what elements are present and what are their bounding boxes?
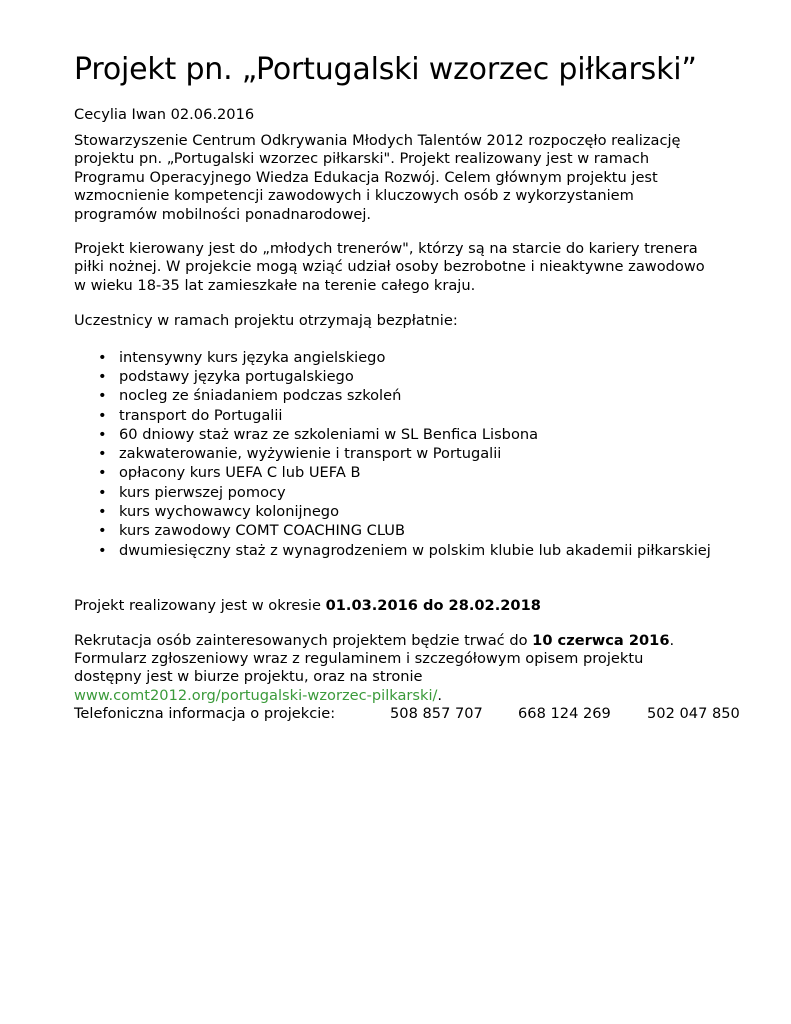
list-item [98, 502, 764, 521]
list-item [98, 367, 764, 386]
list-item [98, 406, 764, 425]
bullet-icon: • [98, 503, 107, 521]
punctuation: . [437, 686, 443, 704]
bullet-icon: • [98, 425, 107, 443]
text-line [74, 687, 764, 705]
list-item [98, 521, 764, 540]
text-line: dostępny jest w biurze projektu, oraz na stronie [74, 668, 423, 686]
benefits-list [74, 348, 764, 560]
text-line: Programu Operacyjnego Wiedza Edukacja Rozwój. Celem głównym projektu jest [74, 168, 658, 186]
phone-number: 668 124 269 [518, 704, 611, 722]
text-line [74, 632, 764, 650]
bullet-icon: • [98, 406, 107, 424]
bullet-icon: • [98, 445, 107, 463]
text-line: Projekt kierowany jest do „młodych trenerów", którzy są na starcie do kariery trenera [74, 240, 698, 258]
list-item [98, 444, 764, 463]
target-paragraph [74, 240, 764, 295]
phone-number: 502 047 850 [647, 704, 740, 722]
list-item-text: dwumiesięczny staż z wynagrodzeniem w polskim klubie lub akademii piłkarskiej [119, 541, 711, 559]
bullet-icon: • [98, 522, 107, 540]
byline: Cecylia Iwan 02.06.2016 [74, 106, 255, 123]
list-item-text: nocleg ze śniadaniem podczas szkoleń [119, 387, 402, 405]
list-item [98, 348, 764, 367]
list-item-text: kurs wychowawcy kolonijnego [119, 503, 340, 521]
text-line: wzmocnienie kompetencji zawodowych i kluczowych osób z wykorzystaniem [74, 187, 634, 205]
list-item [98, 463, 764, 482]
list-item [98, 541, 764, 560]
page-title: Projekt pn. „Portugalski wzorzec piłkarski” [74, 52, 697, 87]
period-dates: 01.03.2016 do 28.02.2018 [325, 596, 541, 614]
project-website-link[interactable]: www.comt2012.org/portugalski-wzorzec-pilkarski/ [74, 686, 438, 704]
recruit-text: Rekrutacja osób zainteresowanych projektem będzie trwać do [74, 631, 533, 649]
bullet-icon: • [98, 464, 107, 482]
text-line: projektu pn. „Portugalski wzorzec piłkarski". Projekt realizowany jest w ramach [74, 150, 650, 168]
bullet-icon: • [98, 541, 107, 559]
text-line: piłki nożnej. W projekcie mogą wziąć udział osoby bezrobotne i nieaktywne zawodowo [74, 258, 705, 276]
document-page [74, 50, 764, 723]
recruitment-paragraph [74, 632, 764, 723]
bullet-icon: • [98, 387, 107, 405]
list-item-text: podstawy języka portugalskiego [119, 367, 354, 385]
bullet-icon: • [98, 483, 107, 501]
list-item-text: intensywny kurs języka angielskiego [119, 348, 386, 366]
project-period [74, 596, 764, 615]
punctuation: . [669, 631, 675, 649]
list-item [98, 386, 764, 405]
list-item-text: kurs pierwszej pomocy [119, 483, 286, 501]
list-item-text: zakwaterowanie, wyżywienie i transport w Portugalii [119, 445, 502, 463]
bullet-icon: • [98, 367, 107, 385]
text-line: programów mobilności ponadnarodowej. [74, 205, 372, 223]
list-item-text: transport do Portugalii [119, 406, 283, 424]
list-item-text: kurs zawodowy COMT COACHING CLUB [119, 522, 405, 540]
phone-label: Telefoniczna informacja o projekcie: [74, 704, 336, 722]
benefits-intro: Uczestnicy w ramach projektu otrzymają bezpłatnie: [74, 312, 458, 330]
period-label: Projekt realizowany jest w okresie [74, 596, 326, 614]
list-item [98, 483, 764, 502]
text-line: Stowarzyszenie Centrum Odkrywania Młodych Talentów 2012 rozpoczęło realizację [74, 132, 681, 149]
phone-info-row [74, 705, 764, 723]
phone-number: 508 857 707 [390, 704, 483, 722]
list-item-text: 60 dniowy staż wraz ze szkoleniami w SL Benfica Lisbona [119, 425, 539, 443]
intro-paragraph [74, 132, 764, 224]
text-line: w wieku 18-35 lat zamieszkałe na terenie całego kraju. [74, 276, 476, 294]
recruit-deadline: 10 czerwca 2016 [532, 631, 670, 649]
list-item-text: opłacony kurs UEFA C lub UEFA B [119, 464, 361, 482]
text-line: Formularz zgłoszeniowy wraz z regulaminem i szczegółowym opisem projektu [74, 650, 644, 668]
list-item [98, 425, 764, 444]
bullet-icon: • [98, 348, 107, 366]
